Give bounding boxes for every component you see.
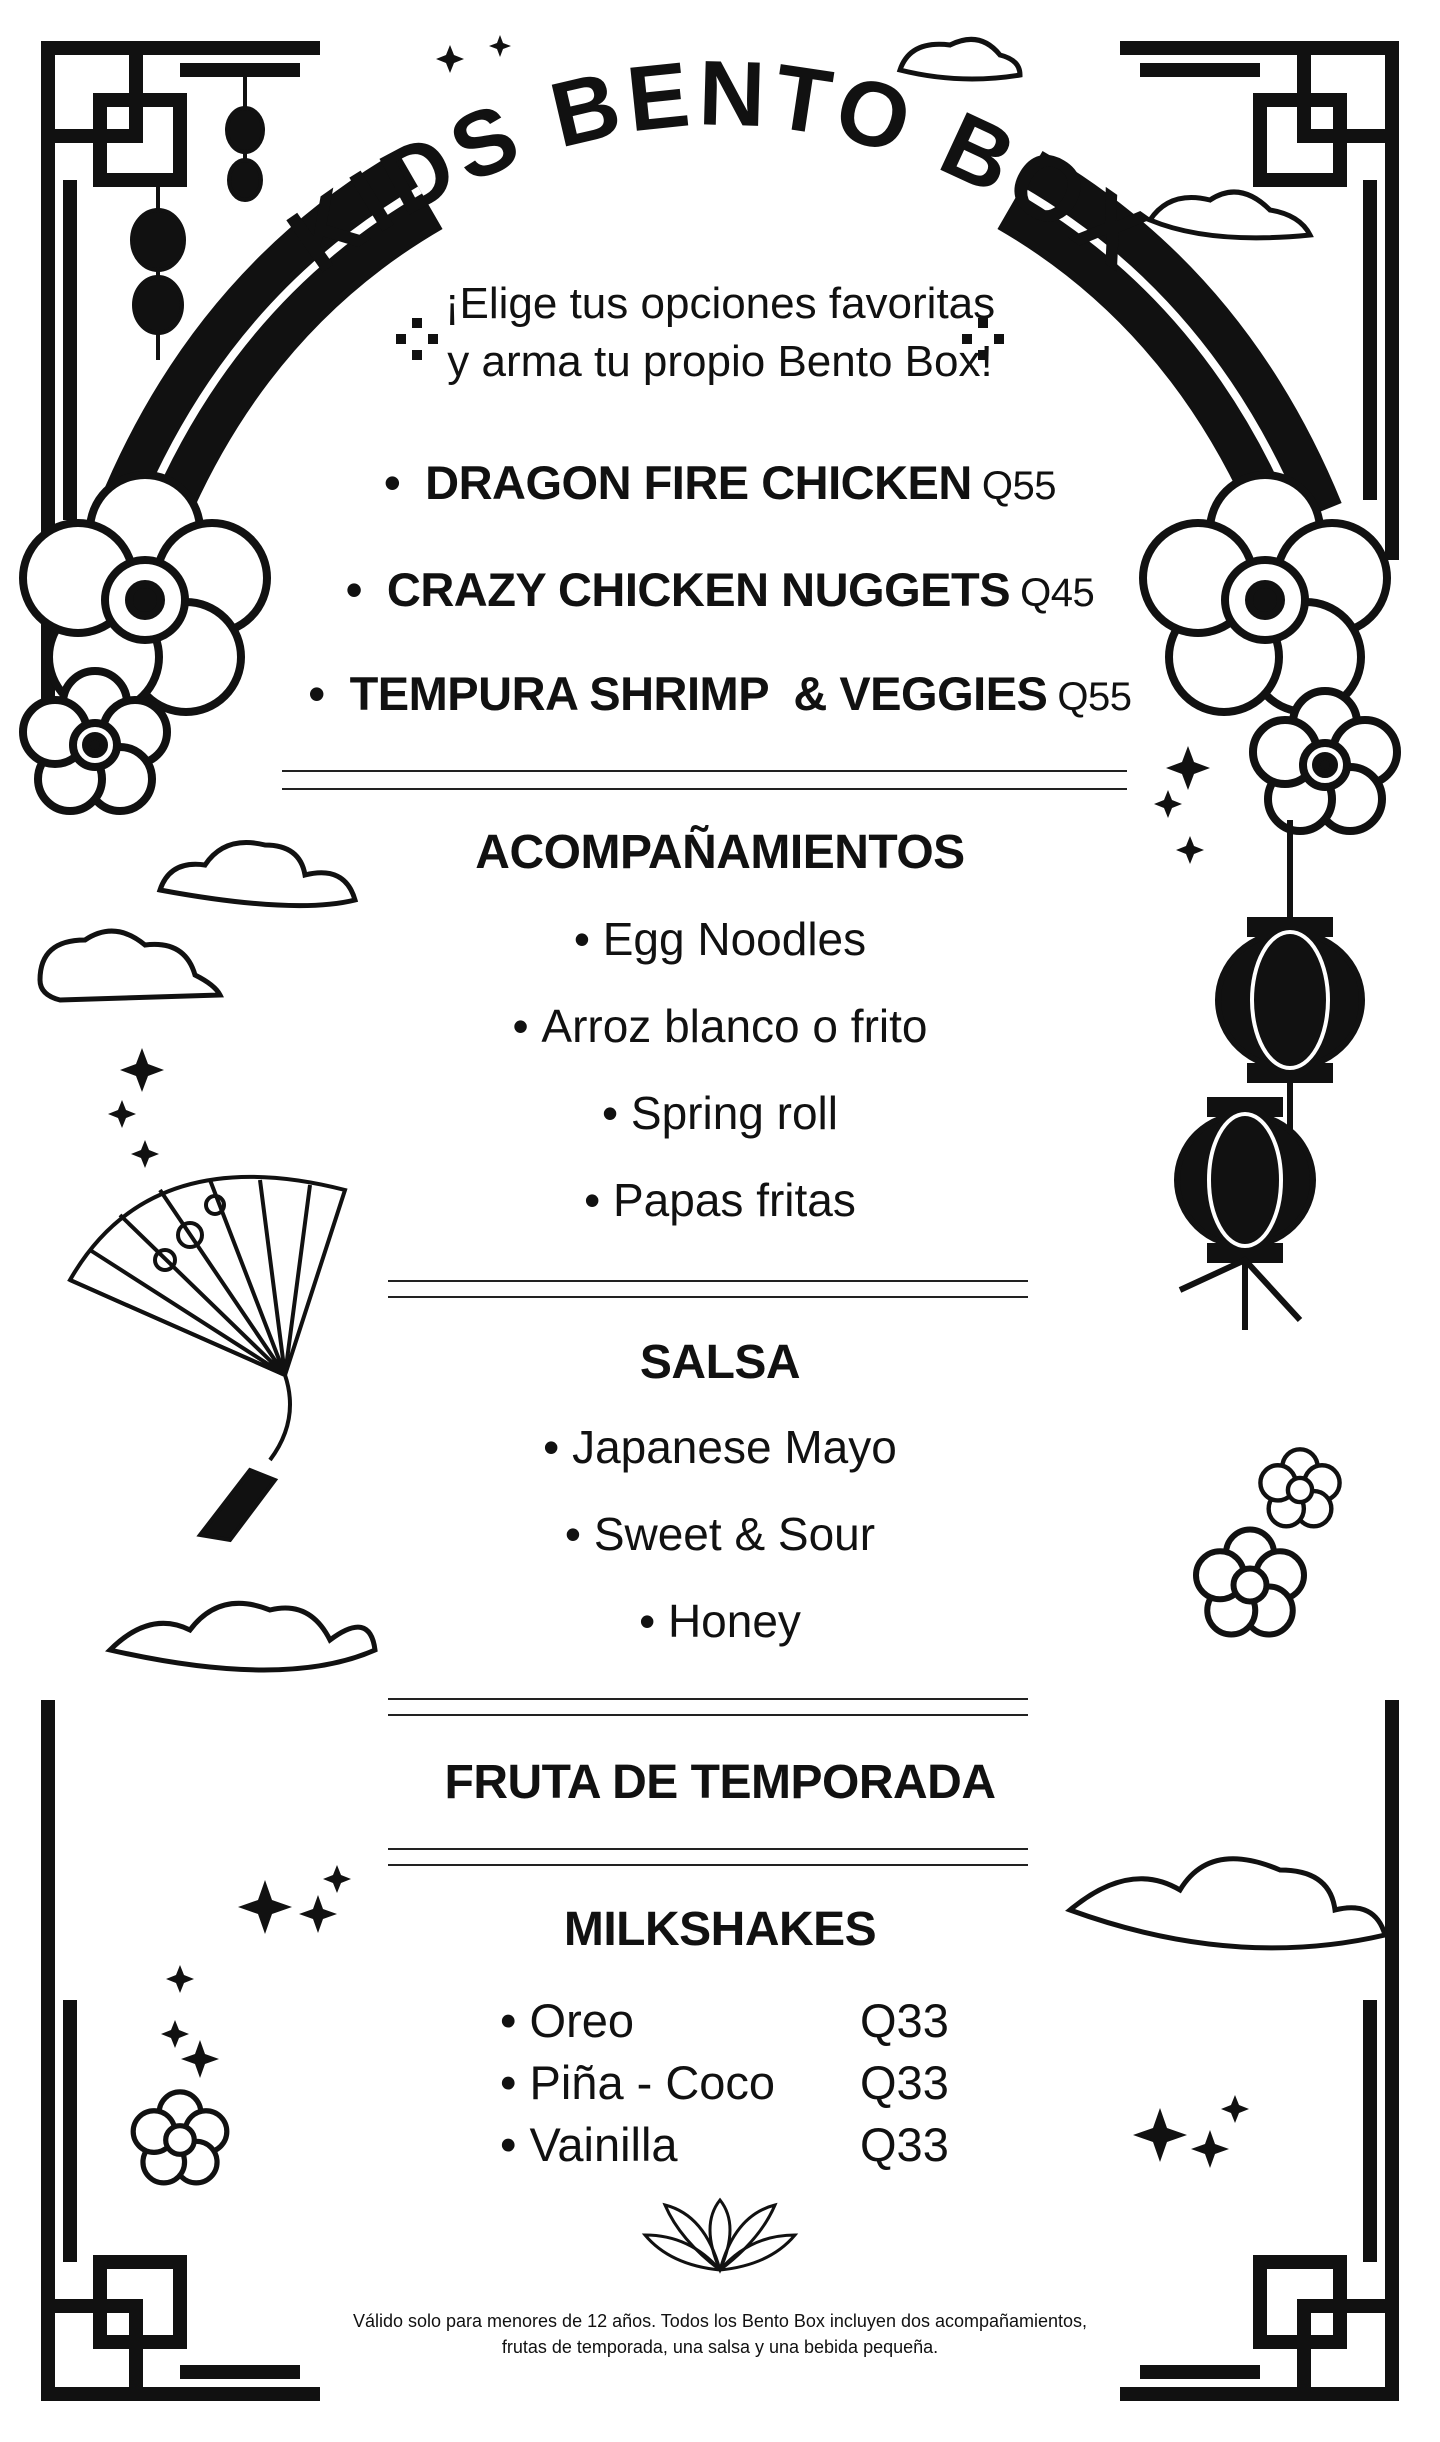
main-item-name: CRAZY CHICKEN NUGGETS bbox=[386, 563, 1011, 616]
main-item-name: DRAGON FIRE CHICKEN bbox=[425, 456, 972, 509]
salsa-title: SALSA bbox=[639, 1336, 801, 1389]
salsa-item: • Japanese Mayo bbox=[0, 1420, 1440, 1474]
salsa-item: • Honey bbox=[0, 1594, 1440, 1648]
main-item-3 bbox=[0, 666, 1440, 721]
main-item-name: TEMPURA SHRIMP & VEGGIES bbox=[349, 667, 1048, 720]
divider bbox=[282, 770, 1127, 772]
divider bbox=[388, 1864, 1028, 1866]
footnote-line-1: Válido solo para menores de 12 años. Todos los Bento Box incluyen dos acompañamientos, bbox=[352, 2311, 1088, 2331]
footnote bbox=[0, 2308, 1440, 2360]
divider bbox=[282, 788, 1127, 790]
divider bbox=[388, 1296, 1028, 1298]
side-item: • Papas fritas bbox=[0, 1173, 1440, 1227]
fruit-title: FRUTA DE TEMPORADA bbox=[444, 1756, 996, 1809]
subtitle-line-2: y arma tu propio Bento Box! bbox=[447, 337, 993, 386]
milkshakes-title: MILKSHAKES bbox=[563, 1903, 877, 1956]
milkshake-item bbox=[500, 1993, 960, 2053]
salsa-item: • Sweet & Sour bbox=[0, 1507, 1440, 1561]
divider bbox=[388, 1280, 1028, 1282]
divider bbox=[388, 1714, 1028, 1716]
main-item-2 bbox=[0, 562, 1440, 617]
side-item: • Egg Noodles bbox=[0, 912, 1440, 966]
page-title: KIDS BENTO BOX bbox=[270, 42, 1170, 293]
side-item: • Arroz blanco o frito bbox=[0, 999, 1440, 1053]
subtitle bbox=[0, 275, 1440, 391]
footnote-line-2: frutas de temporada, una salsa y una bebida pequeña. bbox=[501, 2337, 939, 2357]
side-item: • Spring roll bbox=[0, 1086, 1440, 1140]
milkshake-item bbox=[500, 2055, 960, 2115]
milkshake-name: • Piña - Coco bbox=[500, 2055, 775, 2110]
milkshake-price: Q33 bbox=[860, 2118, 949, 2171]
milkshake-name: • Vainilla bbox=[500, 2117, 678, 2172]
main-item-price: Q55 bbox=[981, 464, 1056, 508]
main-item-1 bbox=[0, 455, 1440, 510]
main-item-price: Q45 bbox=[1020, 571, 1095, 615]
divider bbox=[388, 1848, 1028, 1850]
svg-text:KIDS BENTO BOX bbox=[271, 42, 1170, 292]
milkshake-price: Q33 bbox=[860, 1994, 949, 2047]
sides-title: ACOMPAÑAMIENTOS bbox=[475, 826, 965, 879]
main-item-price: Q55 bbox=[1057, 675, 1132, 719]
divider bbox=[388, 1698, 1028, 1700]
subtitle-line-1: ¡Elige tus opciones favoritas bbox=[444, 279, 996, 328]
milkshake-price: Q33 bbox=[860, 2056, 949, 2109]
milkshake-item bbox=[500, 2117, 960, 2177]
milkshake-name: • Oreo bbox=[500, 1993, 634, 2048]
